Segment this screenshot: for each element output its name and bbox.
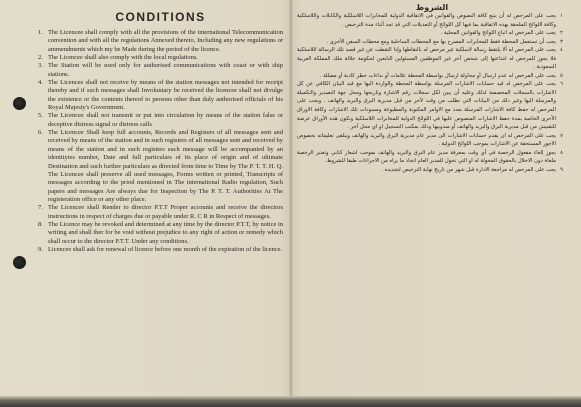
arabic-condition-text: يجب على المرخص له عدم ارسال أو محاولة ارسال بواسطة المحطة علامات أو نداءات خطر كاذبة أو مضللة .	[319, 72, 556, 79]
condition-item-1	[38, 29, 283, 54]
arabic-title: الشروط	[415, 3, 449, 12]
condition-number: 1.	[38, 29, 43, 36]
arabic-condition-item-7	[297, 132, 567, 149]
arabic-condition-item-5	[297, 72, 567, 81]
condition-number: 7.	[38, 204, 43, 212]
condition-text: The Licencee shall also comply with the local regulations.	[48, 54, 198, 62]
condition-number: 2.	[38, 54, 43, 62]
page-fold	[289, 0, 293, 400]
arabic-condition-number: ٨	[560, 149, 563, 156]
condition-text: The Licencee shall not transmit or put into circulation by means of the station false or deceptive distress signal or distress calls	[48, 112, 283, 128]
arabic-condition-text: يجب على المرخص له ان يقدم حسابات الاشارات الى مدير عام مديرية البرق والبريد والهاتف ويتلقى تعليماته بخصوص الاجور المستحقة عن الاشارات بموجب اللوائح الدولية .	[297, 132, 556, 148]
punch-hole-bottom	[13, 256, 26, 269]
condition-item-6	[38, 129, 283, 204]
condition-number: 4.	[38, 79, 43, 87]
condition-text: The Licence may be revoked and determined at any time by the director P.T.T, by notice in writing and shall ther for be void without prejudice to any right of action or remedy which shall occur to the director P.T.T. Under any conditions.	[48, 220, 283, 245]
punch-hole-top	[13, 97, 26, 110]
english-conditions-column	[38, 10, 283, 390]
arabic-condition-text: يجب على المرخص له أن يتبع كافة النصوص والقوانين في الاتفاقية الدولية للمخابرات اللاسلكية والكابلات واللاسلكية وكافة اللوائح الملحقة بهذه الاتفاقية بما فيها كل اللوائح أو التعديلات التي قد تجد أثناء مدة الترخيص .	[297, 13, 556, 28]
arabic-condition-text: يجب أن تستعمل المحطة فقط للمخابرات المصرح بها مع المحطات الساحلية ومع محطات السفن الأخرى .	[326, 38, 556, 45]
condition-text: The Licencee Shall keep full accounts, Records and Registers of all messages sent and received by means of the station and in such registers of all messages sent and received by means of the station and in such registers each message will be accompanied by an identityies number, Date and full particulars of its place of origin and of ultimate Destination and such further particulars as directed from time to Time by The P. T. T. H. Q. The Licencee shall preserve all used messages, Forms written or printed, Transcripts of messages according to the priod mentioned in The international Radio regulation, Such papers and messages Are always due for Inspection by The P. T. T. Authorities At The registeration office or any other place.	[48, 129, 283, 203]
arabic-conditions-column	[297, 3, 567, 395]
arabic-condition-number: ٩	[560, 166, 563, 173]
condition-text: The Licencee shall comply with all the provisions of the international Telecommunication convention and with all the regulations Annexed thereto, Including any new regulations or ammendments which my be Made during the period of the licence.	[48, 29, 283, 53]
arabic-condition-text: يجوز إلغاء مفعول الرخصة في أي وقت بمعرفة مدير عام البرق والبريد والهاتف بموجب اشعار كتابي وتعتبر الرخصة ملغاة دون الاخلال بالحقوق المخولة له او التي تخول للمدير العام اتخاذ ما يراه من الاجراءات طبقا للشروط.	[297, 149, 556, 165]
arabic-condition-number: ٣	[560, 38, 563, 45]
arabic-condition-text: يجب على المرخص له ألا يلتقط رسالة لاسلكية غير مرخص له بالتقاطها وإذا التقطت عن غير قصد تلك الرسالة اللاسلكية فلا يجوز للمرخص له اشاعتها إلى شخص آخر غير الموظفين المسئولين التابعين لحكومة جلالة ملك المملكة العربية السعودية .	[297, 47, 556, 71]
arabic-condition-text: يجب على المرخص له قيد حسابات الاشارات المرسلة بواسطة المحطة والواردة اليها مع قيد البيان الكافي عن كل الاشارات بالسجلات المخصصة لذلك وعليه أن يبين لكل سجلات رقم الاشارة وتاريخها ومحل جهة التصدير والتكميلة والمرسلة اليها وغير ذلك من البيانات التي تطلب من وقت لآخر من قبل مديرية البرق والبريد والهاتف . ويجب على المرخص له حفظ كافة الاشارات المرسلة بعدد مع الاوامر المكتوبة والمطبوعة ومسودات تلك الاشارات وكافة الاوراق الأخرى الخاصة بمدة حفظ الاشارات المنصوص عليها في اللوائح الدولية للمخابرات اللاسلكية وتكون هذه الأوراق عرضة للتفتيش من قبل مديرية البرق والبريد والهاتف أو مندوبيها وذلك بمكتب التسجيل او اي محل آخر .	[297, 81, 556, 131]
arabic-condition-number: ٦	[560, 81, 563, 88]
condition-text: The Licencee shall not receive by means of the station messages not intended for receipt thereby and if such messages shall Involuntary be received the licencee shall not divulge the existence or the contents thereof to persons other than duly authorised officials of his Royal Majesty's Government.	[48, 79, 283, 112]
condition-text: The Licencee shall Render to director P.T.T Proper accounts and receive the directors instructions in respect of charges due or payable under R. C R in Respect of messages.	[48, 204, 283, 220]
arabic-condition-item-1	[297, 12, 567, 29]
arabic-condition-item-8	[297, 149, 567, 166]
arabic-condition-text: يجب على المرخص له اتباع اللوائح والقوانين المحلية .	[440, 30, 556, 37]
condition-text: Licencee shall ask for renewal of licence before one month of the expiration of the licence.	[48, 245, 283, 253]
english-conditions-list	[38, 29, 283, 254]
arabic-condition-number: ١	[560, 13, 563, 19]
conditions-title: CONDITIONS	[115, 10, 206, 24]
condition-number: 8.	[38, 220, 43, 228]
arabic-condition-item-9	[297, 166, 567, 175]
condition-number: 5.	[38, 112, 43, 120]
condition-item-3	[38, 62, 283, 79]
condition-item-2	[38, 54, 283, 62]
page-bottom-edge	[0, 396, 581, 407]
condition-number: 9.	[38, 245, 43, 253]
arabic-condition-number: ٢	[560, 30, 563, 37]
condition-number: 3.	[38, 62, 43, 70]
arabic-condition-item-3	[297, 38, 567, 47]
arabic-condition-item-6	[297, 80, 567, 131]
condition-item-5	[38, 112, 283, 129]
arabic-condition-number: ٧	[560, 132, 563, 139]
condition-item-9	[38, 246, 283, 254]
condition-text: The Station will be used only for authorised communications with coast or with ship stations.	[48, 62, 283, 78]
condition-number: 6.	[38, 129, 43, 137]
arabic-condition-number: ٥	[560, 72, 563, 79]
condition-item-7	[38, 204, 283, 221]
condition-item-4	[38, 79, 283, 112]
arabic-condition-number: ٤	[560, 47, 563, 54]
arabic-condition-item-4	[297, 46, 567, 72]
arabic-condition-item-2	[297, 29, 567, 38]
condition-item-8	[38, 221, 283, 246]
arabic-condition-text: يجب على المرخص له مراجعة الادارة قبل شهر من تاريخ نهاية الترخيص لتجديده .	[381, 166, 556, 173]
